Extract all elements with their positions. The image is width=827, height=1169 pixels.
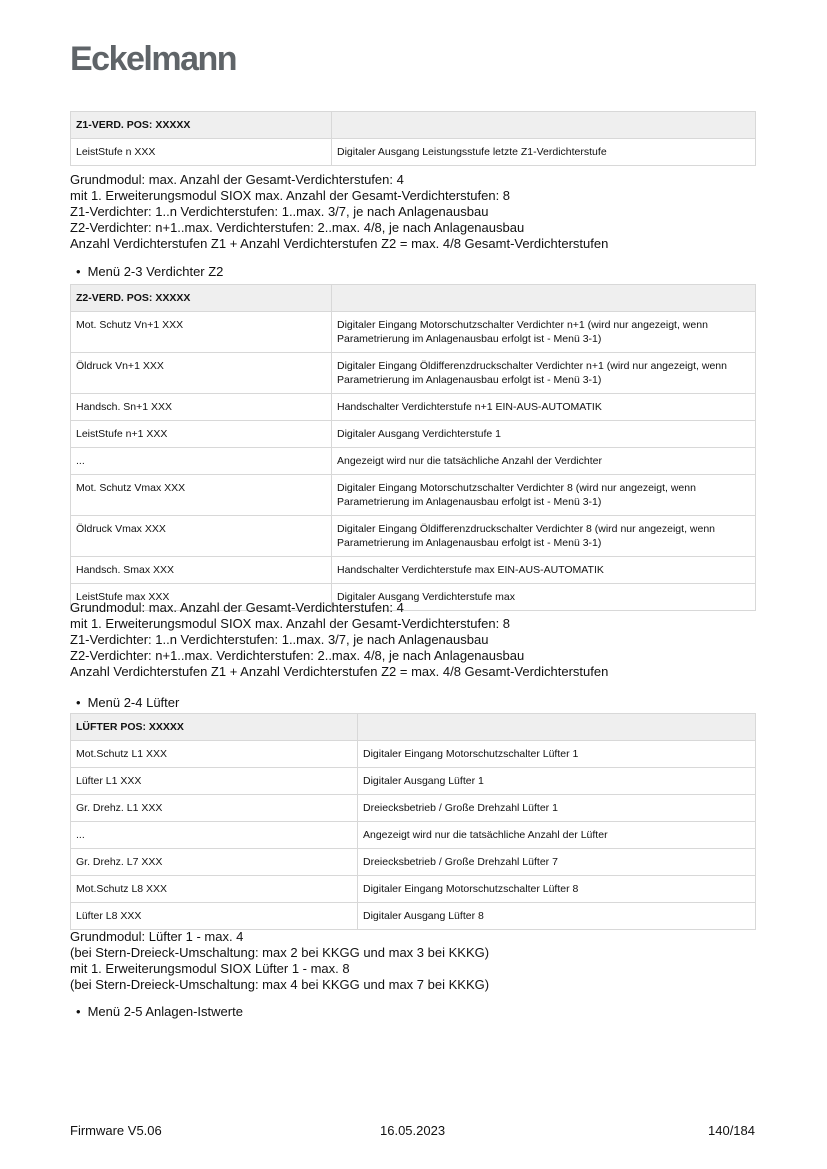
footer-page-number: 140/184 — [708, 1123, 755, 1138]
parameter-name: Handsch. Sn+1 XXX — [71, 394, 332, 421]
parameter-name: Mot. Schutz Vn+1 XXX — [71, 312, 332, 353]
parameter-name: Lüfter L1 XXX — [71, 768, 358, 795]
parameter-description: Digitaler Eingang Öldifferenzdruckschalter Verdichter n+1 (wird nur angezeigt, wenn Parametrierung im Anlagenausbau erfolgt ist - Menü 3-1) — [332, 353, 756, 394]
note-line: mit 1. Erweiterungsmodul SIOX max. Anzahl der Gesamt-Verdichterstufen: 8 — [70, 616, 511, 631]
section-menu-2-3: • Menü 2-3 Verdichter Z2 — [76, 264, 224, 279]
parameter-description: Digitaler Ausgang Verdichterstufe 1 — [332, 421, 756, 448]
section-menu-2-4: • Menü 2-4 Lüfter — [76, 695, 180, 710]
parameter-description: Digitaler Ausgang Lüfter 8 — [358, 903, 756, 930]
note-line: Anzahl Verdichterstufen Z1 + Anzahl Verdichterstufen Z2 = max. 4/8 Gesamt-Verdichterstufen — [70, 664, 609, 679]
notes-z2 — [70, 600, 608, 680]
parameter-description: Digitaler Ausgang Lüfter 1 — [358, 768, 756, 795]
parameter-description: Dreiecksbetrieb / Große Drehzahl Lüfter 7 — [358, 849, 756, 876]
note-line: Grundmodul: max. Anzahl der Gesamt-Verdichterstufen: 4 — [70, 172, 404, 187]
note-line: Z1-Verdichter: 1..n Verdichterstufen: 1..max. 3/7, je nach Anlagenausbau — [70, 632, 489, 647]
table-row — [71, 822, 756, 849]
luefter-table — [70, 713, 756, 930]
parameter-name: Handsch. Smax XXX — [71, 557, 332, 584]
parameter-description: Digitaler Eingang Motorschutzschalter Lüfter 8 — [358, 876, 756, 903]
parameter-name: LeistStufe max XXX — [71, 584, 332, 611]
note-line: mit 1. Erweiterungsmodul SIOX max. Anzahl der Gesamt-Verdichterstufen: 8 — [70, 188, 511, 203]
notes-z1 — [70, 172, 608, 252]
parameter-name: ... — [71, 448, 332, 475]
table-row — [71, 394, 756, 421]
note-line: (bei Stern-Dreieck-Umschaltung: max 4 bei KKGG und max 7 bei KKKG) — [70, 977, 490, 992]
eckelmann-logo: Eckelmann — [70, 40, 237, 78]
notes-luefter — [70, 929, 489, 993]
parameter-name: LeistStufe n XXX — [71, 139, 332, 166]
parameter-name: Öldruck Vmax XXX — [71, 516, 332, 557]
section-menu-2-5: • Menü 2-5 Anlagen-Istwerte — [76, 1004, 243, 1019]
parameter-name: Mot.Schutz L8 XXX — [71, 876, 358, 903]
table-row — [71, 139, 756, 166]
table-row — [71, 421, 756, 448]
note-line: Z2-Verdichter: n+1..max. Verdichterstufen: 2..max. 4/8, je nach Anlagenausbau — [70, 220, 525, 235]
table-row — [71, 557, 756, 584]
table-header-row — [71, 285, 756, 312]
parameter-name: Lüfter L8 XXX — [71, 903, 358, 930]
header-cell-empty — [358, 714, 756, 741]
parameter-name: Gr. Drehz. L7 XXX — [71, 849, 358, 876]
parameter-name: Öldruck Vn+1 XXX — [71, 353, 332, 394]
header-cell: Z2-VERD. POS: XXXXX — [71, 285, 332, 312]
parameter-description: Digitaler Eingang Motorschutzschalter Verdichter 8 (wird nur angezeigt, wenn Parametrierung im Anlagenausbau erfolgt ist - Menü 3-1) — [332, 475, 756, 516]
section-label: Menü 2-5 Anlagen-Istwerte — [87, 1004, 243, 1019]
table-row — [71, 312, 756, 353]
parameter-name: Gr. Drehz. L1 XXX — [71, 795, 358, 822]
table-row — [71, 849, 756, 876]
z1-verd-table — [70, 111, 756, 166]
parameter-description: Dreiecksbetrieb / Große Drehzahl Lüfter 1 — [358, 795, 756, 822]
parameter-name: Mot. Schutz Vmax XXX — [71, 475, 332, 516]
parameter-description: Digitaler Ausgang Leistungsstufe letzte Z1-Verdichterstufe — [332, 139, 756, 166]
section-label: Menü 2-3 Verdichter Z2 — [87, 264, 224, 279]
note-line: mit 1. Erweiterungsmodul SIOX Lüfter 1 - max. 8 — [70, 961, 350, 976]
note-line: Grundmodul: Lüfter 1 - max. 4 — [70, 929, 244, 944]
parameter-description: Digitaler Eingang Öldifferenzdruckschalter Verdichter 8 (wird nur angezeigt, wenn Parametrierung im Anlagenausbau erfolgt ist - Menü 3-1) — [332, 516, 756, 557]
table-row — [71, 353, 756, 394]
parameter-description: Handschalter Verdichterstufe n+1 EIN-AUS-AUTOMATIK — [332, 394, 756, 421]
header-cell: LÜFTER POS: XXXXX — [71, 714, 358, 741]
footer-date: 16.05.2023 — [380, 1123, 446, 1138]
parameter-description: Digitaler Ausgang Verdichterstufe max — [332, 584, 756, 611]
parameter-description: Digitaler Eingang Motorschutzschalter Lüfter 1 — [358, 741, 756, 768]
note-line: (bei Stern-Dreieck-Umschaltung: max 2 bei KKGG und max 3 bei KKKG) — [70, 945, 490, 960]
note-line: Z1-Verdichter: 1..n Verdichterstufen: 1..max. 3/7, je nach Anlagenausbau — [70, 204, 489, 219]
table-row — [71, 768, 756, 795]
table-header-row — [71, 714, 756, 741]
header-cell-empty — [332, 285, 756, 312]
table-row — [71, 448, 756, 475]
parameter-description: Angezeigt wird nur die tatsächliche Anzahl der Verdichter — [332, 448, 756, 475]
table-row — [71, 516, 756, 557]
header-cell-empty — [332, 112, 756, 139]
table-row — [71, 741, 756, 768]
note-line: Anzahl Verdichterstufen Z1 + Anzahl Verdichterstufen Z2 = max. 4/8 Gesamt-Verdichterstufen — [70, 236, 609, 251]
header-cell: Z1-VERD. POS: XXXXX — [71, 112, 332, 139]
parameter-description: Angezeigt wird nur die tatsächliche Anzahl der Lüfter — [358, 822, 756, 849]
table-row — [71, 876, 756, 903]
table-header-row — [71, 112, 756, 139]
note-line: Grundmodul: max. Anzahl der Gesamt-Verdichterstufen: 4 — [70, 600, 404, 615]
parameter-name: LeistStufe n+1 XXX — [71, 421, 332, 448]
note-line: Z2-Verdichter: n+1..max. Verdichterstufen: 2..max. 4/8, je nach Anlagenausbau — [70, 648, 525, 663]
footer-firmware: Firmware V5.06 — [70, 1123, 162, 1138]
parameter-description: Handschalter Verdichterstufe max EIN-AUS-AUTOMATIK — [332, 557, 756, 584]
parameter-name: Mot.Schutz L1 XXX — [71, 741, 358, 768]
section-label: Menü 2-4 Lüfter — [87, 695, 180, 710]
z2-verd-table — [70, 284, 756, 611]
table-row — [71, 475, 756, 516]
parameter-name: ... — [71, 822, 358, 849]
parameter-description: Digitaler Eingang Motorschutzschalter Verdichter n+1 (wird nur angezeigt, wenn Parametrierung im Anlagenausbau erfolgt ist - Menü 3-1) — [332, 312, 756, 353]
table-row — [71, 795, 756, 822]
table-row — [71, 903, 756, 930]
